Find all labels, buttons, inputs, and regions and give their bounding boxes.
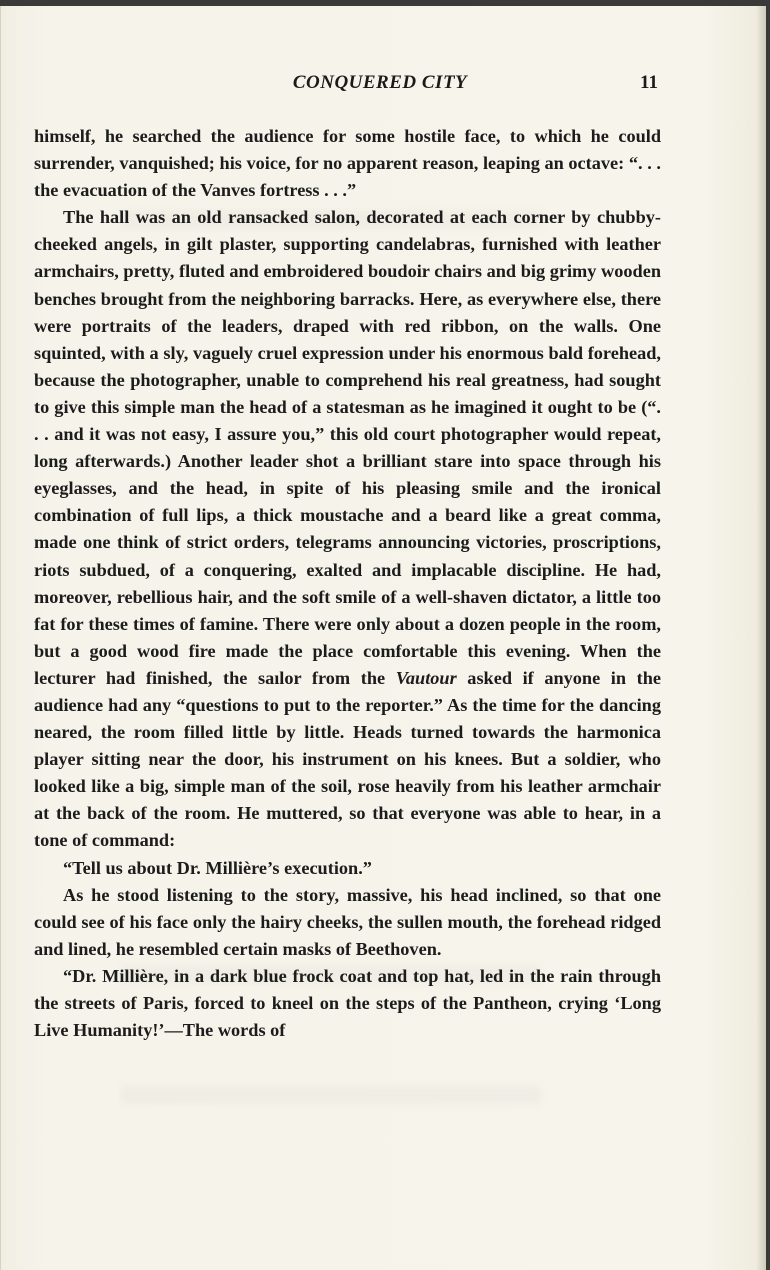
page-number: 11: [640, 72, 658, 93]
paragraph-3: “Tell us about Dr. Millière’s execution.”: [63, 857, 372, 878]
the-prefix: the: [360, 667, 386, 688]
paragraph-5: “Dr. Millière, in a dark blue frock coat and top hat, led in the rain through the streets of Paris, forced to kneel on the steps of the Pantheon, crying ‘Long Live Humanity!’—The words of: [34, 965, 661, 1041]
ship-name: Vautour: [395, 667, 457, 688]
running-title: CONQUERED CITY: [292, 72, 468, 93]
paragraph-2-text: The hall was an old ransacked salon, decorated at each corner by chubby-cheeked angels, in gilt plaster, supporting candelabras, furnished with leather armchairs, pretty, fluted and embroidered boudoir chairs and big grimy wooden benches brought from the neighboring barracks. Here, as everywhere else, there were portraits of the leaders, draped with red ribbon, on the walls. One squinted, with a sly, vaguely cruel expression under his enormous bald forehead, because the photographer, unable to comprehend his real greatness, had sought to give this simple man the head of a statesman as he imagined it ought to be (“. . . and it was not easy, I assure you,” this old court photographer would repeat, long afterwards.) Another leader shot a brilliant stare into space through his eyeglasses, and the head, in spite of his pleasing smile and the ironical combination of full lips, a thick moustache and a beard like a great comma, made one think of strict orders, telegrams announcing victories, proscriptions, riots subdued, of a conquering, exalted and implacable discipline. He had, moreover, rebellious hair, and the soft smile of a well-shaven dictator, a little too fat for these times of famine. There were only about a dozen people in the room, but a good wood fire made the place comfortable this evening. When the lecturer had finished, the saılor from: [34, 207, 661, 688]
paragraph-2-continuation: asked if anyone in the audience had any “questions to put to the reporter.” As the time for the dancing neared, the room filled little by little. Heads turned towards the harmonica player sitting near the door, his instrument on his knees. But a soldier, who looked like a big, simple man of the soil, rose heavily from his leather armchair at the back of the room. He muttered, so that everyone was able to hear, in a tone of command:: [34, 667, 661, 851]
running-head: [1, 72, 767, 102]
body-text: [34, 123, 661, 1044]
paragraph-1: himself, he searched the audience for some hostile face, to which he could surrender, vanquished; his voice, for no apparent reason, leaping an octave: “. . . the evacuation of the Vanves fortress . . .”: [34, 126, 661, 201]
book-page: [0, 6, 766, 1270]
paragraph-4: As he stood listening to the story, massive, his head inclined, so that one could see of his face only the hairy cheeks, the sullen mouth, the forehead ridged and lined, he resembled certain masks of Beethoven.: [34, 884, 661, 959]
show-through-shadow: [121, 1086, 541, 1104]
paragraph-2: [34, 204, 661, 854]
